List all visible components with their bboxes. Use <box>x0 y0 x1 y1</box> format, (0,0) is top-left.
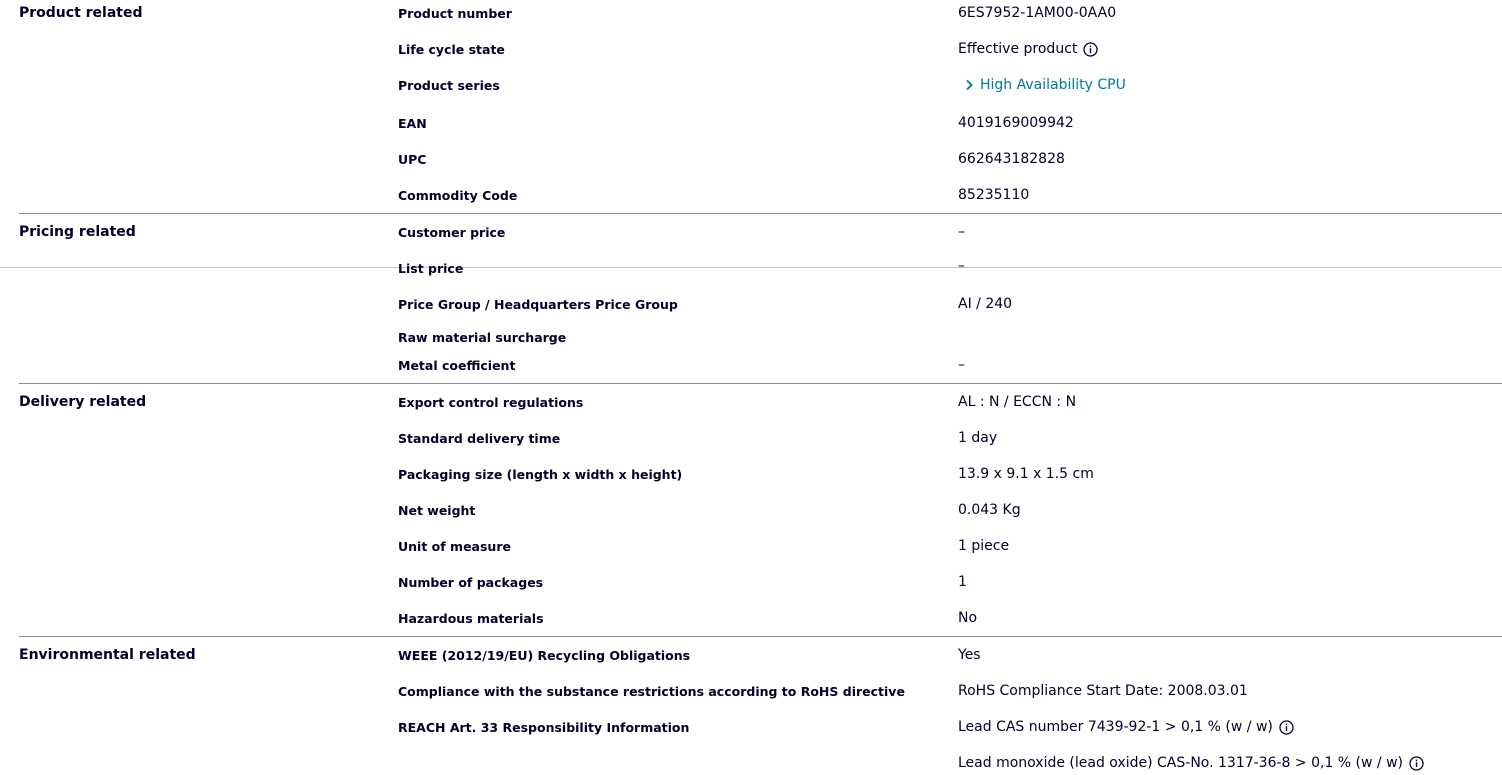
value-text: 662643182828 <box>958 151 1065 167</box>
value-number-of-packages <box>958 573 967 591</box>
value-text: 1 piece <box>958 538 1010 554</box>
value-unit-of-measure <box>958 537 1009 555</box>
info-circle-icon[interactable] <box>1279 720 1294 735</box>
value-text: 85235110 <box>958 187 1030 203</box>
value-text: No <box>958 610 978 626</box>
value-text: – <box>958 357 965 373</box>
value-text: AI / 240 <box>958 296 1013 312</box>
value-commodity-code <box>958 186 1029 204</box>
label-packaging-size: Packaging size (length x width x height) <box>398 467 683 482</box>
value-metal-coefficient <box>958 356 965 374</box>
label-customer-price: Customer price <box>398 225 506 240</box>
product-series-link-text[interactable]: High Availability CPU <box>980 77 1126 93</box>
value-net-weight <box>958 501 1021 519</box>
label-rohs: Compliance with the substance restrictions according to RoHS directive <box>398 684 905 699</box>
value-upc <box>958 150 1065 168</box>
info-circle-icon[interactable] <box>1083 42 1098 57</box>
value-ean <box>958 114 1074 132</box>
label-weee: WEEE (2012/19/EU) Recycling Obligations <box>398 648 691 663</box>
label-commodity-code: Commodity Code <box>398 188 518 203</box>
value-text: Lead CAS number 7439-92-1 > 0,1 % (w / w) <box>958 719 1273 735</box>
info-circle-icon[interactable] <box>1409 756 1424 771</box>
section-title-environmental: Environmental related <box>19 647 196 663</box>
section-divider <box>19 213 1502 214</box>
label-export-control: Export control regulations <box>398 395 584 410</box>
label-delivery-time: Standard delivery time <box>398 431 561 446</box>
value-reach-lead-monoxide <box>958 754 1424 772</box>
value-text: Effective product <box>958 41 1078 57</box>
value-delivery-time <box>958 429 997 447</box>
value-hazardous-materials <box>958 609 977 627</box>
value-text: 1 day <box>958 430 998 446</box>
value-text: Lead monoxide (lead oxide) CAS-No. 1317-36-8 > 0,1 % (w / w) <box>958 755 1403 771</box>
value-reach-lead <box>958 718 1294 736</box>
section-title-pricing: Pricing related <box>19 224 136 240</box>
value-text: 1 <box>958 574 967 590</box>
section-divider <box>19 383 1502 384</box>
section-title-product: Product related <box>19 5 143 21</box>
label-list-price: List price <box>398 261 464 276</box>
value-export-control <box>958 393 1076 411</box>
label-product-series: Product series <box>398 78 500 93</box>
value-text: Yes <box>958 647 981 663</box>
value-text: AL : N / ECCN : N <box>958 394 1077 410</box>
label-price-group: Price Group / Headquarters Price Group <box>398 297 678 312</box>
value-product-series <box>958 76 1126 94</box>
value-weee <box>958 646 981 664</box>
label-metal-coefficient: Metal coefficient <box>398 358 516 373</box>
value-text: 4019169009942 <box>958 115 1074 131</box>
label-ean: EAN <box>398 116 427 131</box>
value-text: RoHS Compliance Start Date: 2008.03.01 <box>958 683 1248 699</box>
label-product-number: Product number <box>398 6 512 21</box>
label-unit-of-measure: Unit of measure <box>398 539 511 554</box>
value-text: 0.043 Kg <box>958 502 1021 518</box>
section-divider <box>0 267 1502 268</box>
label-net-weight: Net weight <box>398 503 476 518</box>
value-list-price <box>958 257 965 275</box>
value-product-number <box>958 4 1116 22</box>
label-hazardous-materials: Hazardous materials <box>398 611 544 626</box>
value-customer-price <box>958 223 965 241</box>
section-title-delivery: Delivery related <box>19 394 147 410</box>
value-text: – <box>958 258 965 274</box>
value-packaging-size <box>958 465 1094 483</box>
value-price-group <box>958 295 1012 313</box>
label-life-cycle-state: Life cycle state <box>398 42 505 57</box>
product-series-link[interactable] <box>958 76 1126 94</box>
value-life-cycle-state <box>958 40 1098 58</box>
label-upc: UPC <box>398 152 427 167</box>
value-text: 13.9 x 9.1 x 1.5 cm <box>958 466 1094 482</box>
section-divider <box>19 636 1502 637</box>
value-text: – <box>958 224 965 240</box>
label-raw-material-surcharge: Raw material surcharge <box>398 330 567 345</box>
chevron-right-icon <box>964 79 974 91</box>
value-text: 6ES7952-1AM00-0AA0 <box>958 5 1117 21</box>
label-reach: REACH Art. 33 Responsibility Information <box>398 720 690 735</box>
value-rohs <box>958 682 1248 700</box>
label-number-of-packages: Number of packages <box>398 575 544 590</box>
